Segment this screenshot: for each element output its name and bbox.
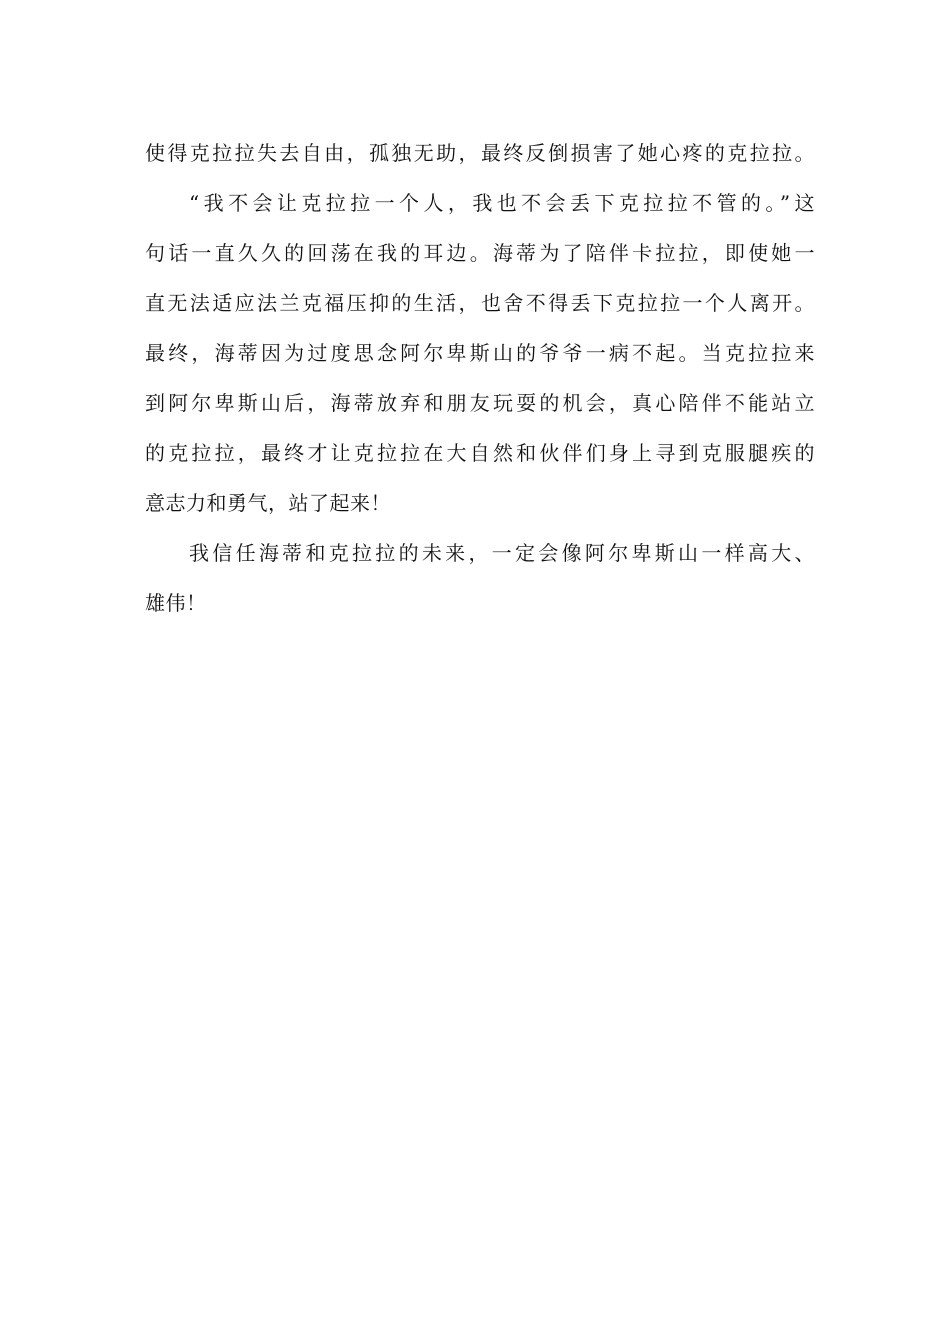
text-line-7: 的克拉拉，最终才让克拉拉在大自然和伙伴们身上寻到克服腿疾的	[145, 441, 815, 465]
text-line-3: 句话一直久久的回荡在我的耳边。海蒂为了陪伴卡拉拉，即使她一	[145, 241, 815, 265]
text-line-2: “我不会让克拉拉一个人，我也不会丢下克拉拉不管的。”这	[189, 191, 815, 215]
text-line-9: 我信任海蒂和克拉拉的未来，一定会像阿尔卑斯山一样高大、	[189, 541, 815, 565]
text-line-10: 雄伟！	[145, 591, 207, 615]
text-line-6: 到阿尔卑斯山后，海蒂放弃和朋友玩耍的机会，真心陪伴不能站立	[145, 391, 815, 415]
text-line-8: 意志力和勇气，站了起来！	[145, 491, 391, 515]
text-line-5: 最终，海蒂因为过度思念阿尔卑斯山的爷爷一病不起。当克拉拉来	[145, 341, 815, 365]
text-line-4: 直无法适应法兰克福压抑的生活，也舍不得丢下克拉拉一个人离开。	[145, 291, 815, 315]
text-line-1: 使得克拉拉失去自由，孤独无助，最终反倒损害了她心疼的克拉拉。	[145, 141, 815, 165]
essay-body	[145, 128, 815, 628]
